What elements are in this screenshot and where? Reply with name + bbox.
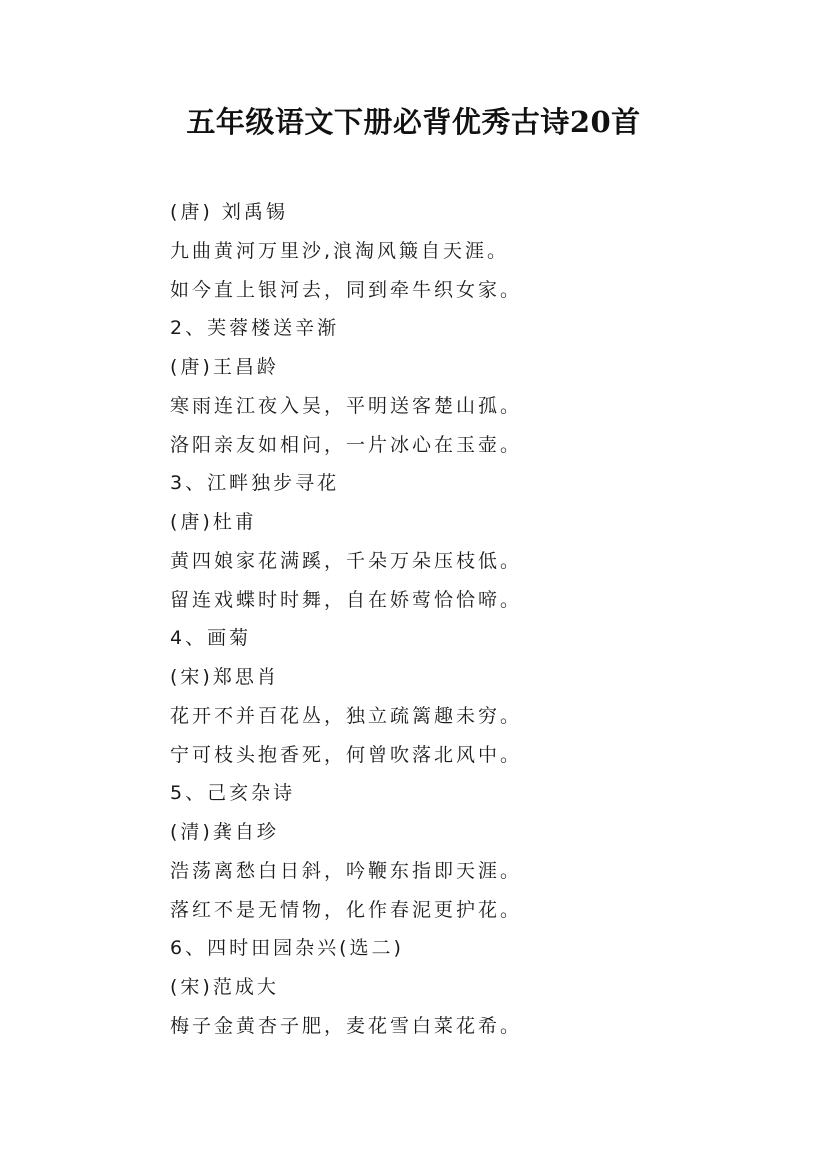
text-line: (唐) 刘禹锡 [170,201,288,223]
text-line: 2、芙蓉楼送辛渐 [170,317,340,340]
text-line: 5、己亥杂诗 [170,782,296,805]
text-line: 宁可枝头抱香死，何曾吹落北风中。 [170,743,523,766]
text-line: (宋)范成大 [170,976,279,998]
text-line: (唐)王昌龄 [170,356,279,378]
text-line: 落红不是无情物，化作春泥更护花。 [170,898,523,921]
text-line: 6、四时田园杂兴(选二) [170,937,404,960]
text-line: 黄四娘家花满蹊，千朵万朵压枝低。 [170,549,523,572]
text-line: (唐)杜甫 [170,511,257,533]
text-line: 洛阳亲友如相问，一片冰心在玉壶。 [170,433,523,456]
text-line: 梅子金黄杏子肥，麦花雪白菜花希。 [170,1014,523,1037]
text-line: (清)龚自珍 [170,821,279,843]
text-line: 花开不并百花丛，独立疏篱趣未穷。 [170,704,523,727]
text-line: 留连戏蝶时时舞，自在娇莺恰恰啼。 [170,588,523,611]
text-line: 浩荡离愁白日斜，吟鞭东指即天涯。 [170,859,523,882]
poem-text-body [170,195,730,1048]
document-title: 五年级语文下册必背优秀古诗20首 [186,105,641,139]
text-line: 3、江畔独步寻花 [170,472,340,495]
text-line: 4、画菊 [170,627,252,650]
text-line: 寒雨连江夜入吴，平明送客楚山孤。 [170,394,523,417]
text-line: (宋)郑思肖 [170,666,279,688]
text-line: 如今直上银河去，同到牵牛织女家。 [170,278,523,301]
text-line: 九曲黄河万里沙,浪淘风簸自天涯。 [170,239,510,262]
